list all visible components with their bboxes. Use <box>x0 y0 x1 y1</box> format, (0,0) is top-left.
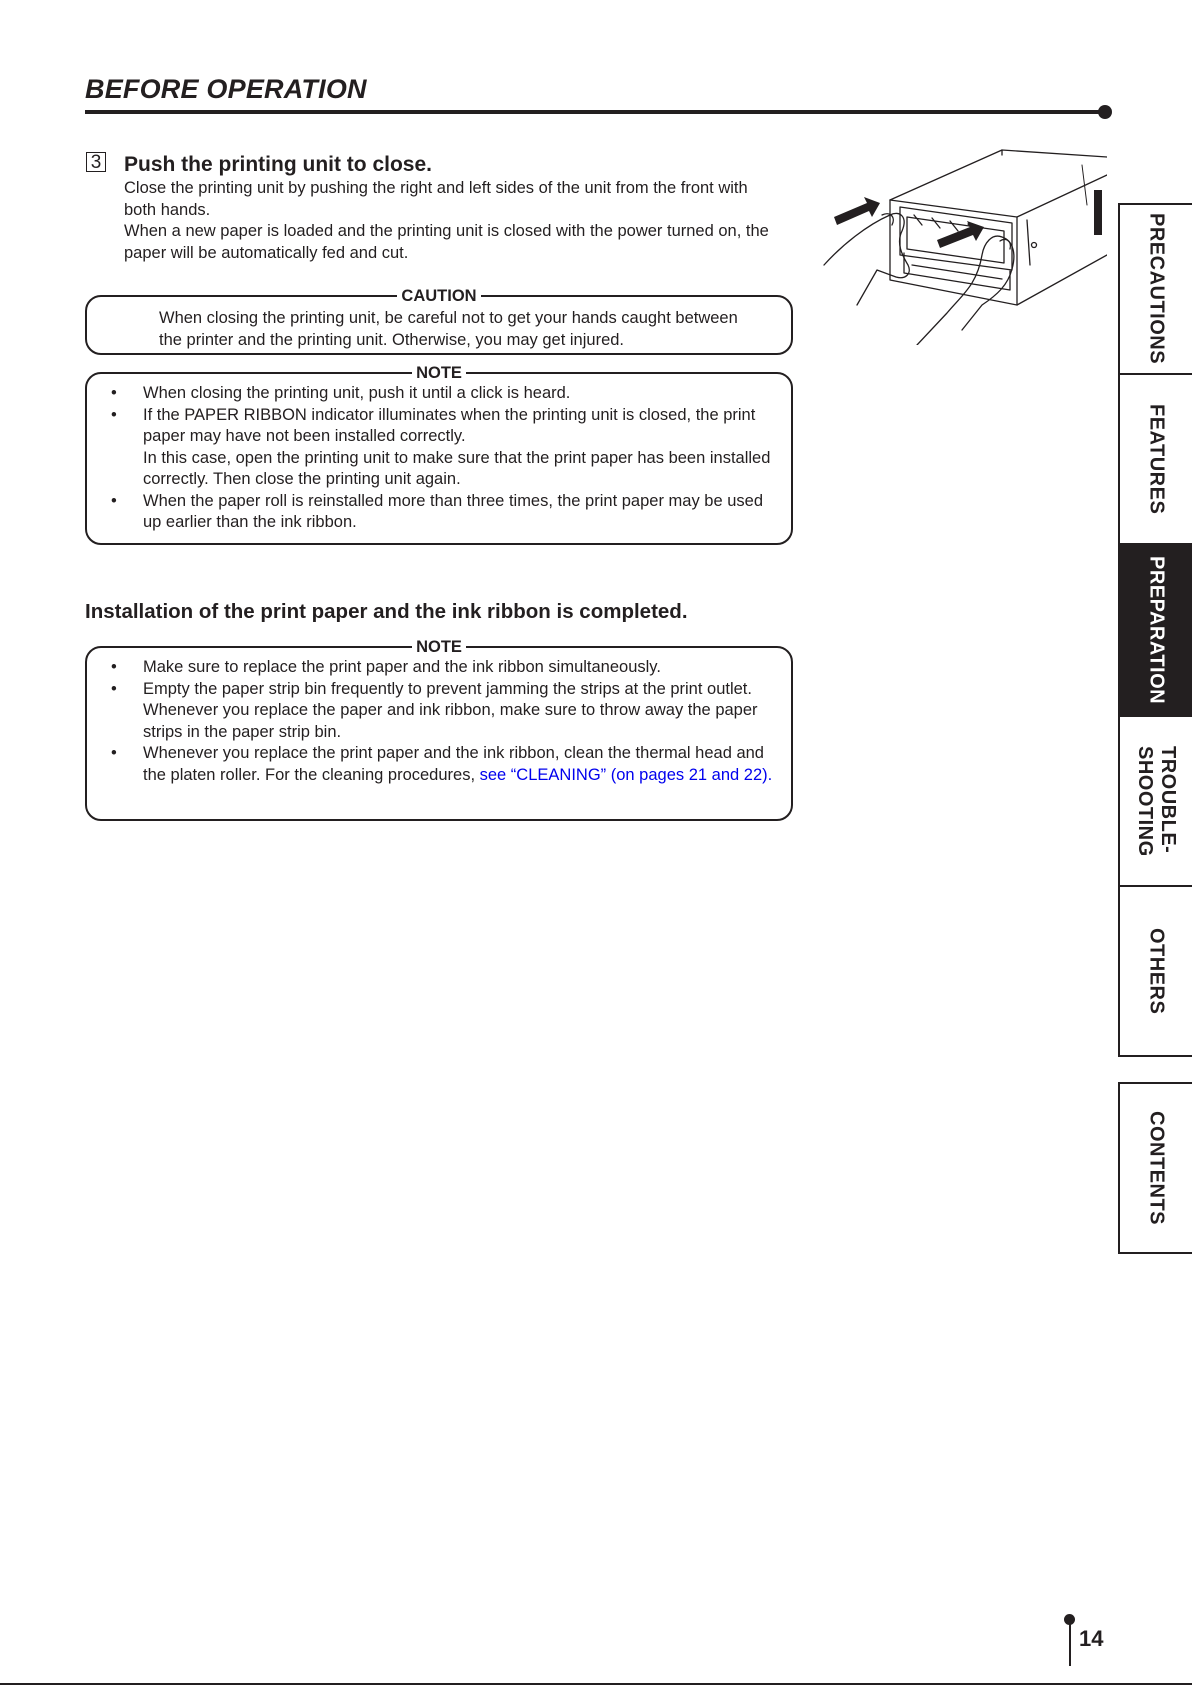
tab-label: CONTENTS <box>1145 1111 1168 1225</box>
tab-precautions[interactable] <box>1118 203 1192 375</box>
section-title-rule <box>85 110 1105 114</box>
note-label: NOTE <box>412 638 466 656</box>
note-box-1 <box>85 364 793 545</box>
list-item <box>111 743 783 786</box>
tab-label: FEATURES <box>1145 403 1168 515</box>
tab-others[interactable] <box>1118 885 1192 1057</box>
tab-label: OTHERS <box>1145 927 1168 1015</box>
section-title: BEFORE OPERATION <box>85 74 367 104</box>
note-list <box>111 383 783 534</box>
caution-text: When closing the printing unit, be careful not to get your hands caught between the printer and the printing unit. Otherwise, you may get injured. <box>159 309 738 349</box>
list-item-text: Whenever you replace the print paper and the ink ribbon, clean the thermal head and the platen roller. For the cleaning procedures, <box>143 744 764 784</box>
tab-label: PREPARATION <box>1145 555 1168 705</box>
step-number: 3 <box>86 152 106 172</box>
caution-box <box>85 287 793 355</box>
printer-closing-illustration <box>822 145 1107 345</box>
note-box-2 <box>85 638 793 821</box>
tab-preparation[interactable] <box>1118 543 1192 717</box>
tab-troubleshooting[interactable] <box>1118 715 1192 887</box>
tab-features[interactable] <box>1118 373 1192 545</box>
caution-label: CAUTION <box>397 287 480 305</box>
page-number-line <box>1069 1622 1071 1666</box>
tab-label: PRECAUTIONS <box>1145 213 1168 365</box>
step-title: Push the printing unit to close. <box>124 153 432 176</box>
list-item: • If the PAPER RIBBON indicator illuminates when the printing unit is closed, the print paper may have not been installed correctly. <box>111 405 783 448</box>
tab-label: TROUBLE- SHOOTING <box>1134 745 1179 857</box>
page-number: 14 <box>1079 1626 1104 1651</box>
list-item: • When the paper roll is reinstalled more than three times, the print paper may be used up earlier than the ink ribbon. <box>111 491 783 534</box>
tab-contents[interactable] <box>1118 1082 1192 1254</box>
section-title-rule-dot <box>1098 105 1112 119</box>
completed-heading: Installation of the print paper and the ink ribbon is completed. <box>85 600 688 623</box>
note-label: NOTE <box>412 364 466 382</box>
list-item: • When closing the printing unit, push it until a click is heard. <box>111 383 783 405</box>
list-item: • Make sure to replace the print paper and the ink ribbon simultaneously. <box>111 657 783 679</box>
step-paragraph-1: Close the printing unit by pushing the right and left sides of the unit from the front with both hands. <box>124 179 748 219</box>
list-item-continuation: In this case, open the printing unit to make sure that the print paper has been installed correctly. Then close the printing unit again. <box>143 448 771 488</box>
note-list <box>111 657 783 786</box>
list-item: • Empty the paper strip bin frequently to prevent jamming the strips at the print outlet. Whenever you replace the paper and ink ribbon, make sure to throw away the paper strips in the paper strip bin. <box>111 679 783 744</box>
cleaning-link[interactable]: see “CLEANING” (on pages 21 and 22). <box>479 765 773 784</box>
step-paragraph-2: When a new paper is loaded and the printing unit is closed with the power turned on, the paper will be automatically fed and cut. <box>124 222 769 262</box>
